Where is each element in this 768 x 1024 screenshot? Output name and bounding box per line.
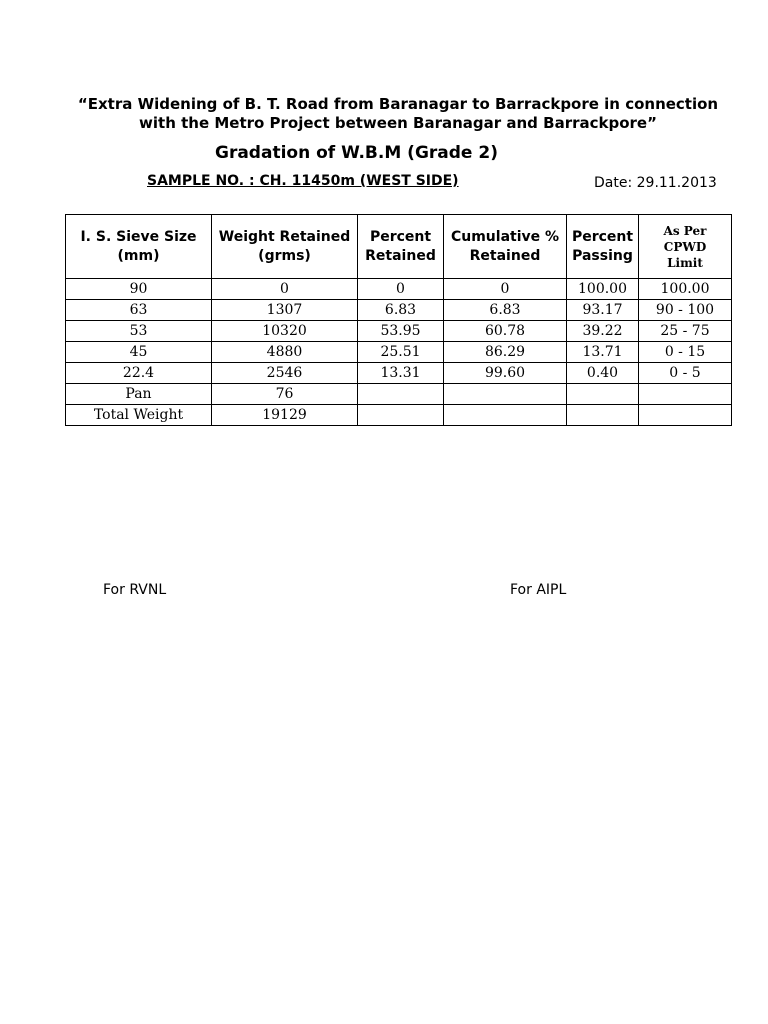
cell-sieve-size: 63	[66, 300, 212, 321]
header-percent-retained-line1: Percent	[369, 228, 432, 245]
table-row	[66, 321, 732, 342]
cell-percent-retained: 6.83	[358, 300, 444, 321]
header-weight-retained-line2: (grms)	[258, 247, 311, 264]
cell-cpwd-limit: 100.00	[639, 279, 732, 300]
title-line-2: with the Metro Project between Baranagar and Barrackpore”	[139, 114, 657, 132]
cell-weight-retained: 0	[212, 279, 358, 300]
document-date: Date: 29.11.2013	[594, 175, 717, 191]
header-weight-retained-line1: Weight Retained	[218, 228, 351, 245]
header-cpwd-limit-line1: As Per	[663, 223, 707, 238]
document-subtitle: Gradation of W.B.M (Grade 2)	[215, 143, 498, 163]
header-percent-retained-line2: Retained	[365, 247, 436, 264]
cell-sieve-size: Total Weight	[66, 405, 212, 426]
table-row	[66, 384, 732, 405]
cell-weight-retained: 19129	[212, 405, 358, 426]
cell-percent-passing: 39.22	[567, 321, 639, 342]
cell-weight-retained: 2546	[212, 363, 358, 384]
cell-cpwd-limit	[639, 384, 732, 405]
cell-cpwd-limit	[639, 405, 732, 426]
cell-cumulative-retained: 99.60	[444, 363, 567, 384]
header-cpwd-limit-line2: CPWD	[663, 239, 707, 254]
sample-number: SAMPLE NO. : CH. 11450m (WEST SIDE)	[147, 173, 459, 189]
cell-percent-passing: 93.17	[567, 300, 639, 321]
cell-percent-retained: 0	[358, 279, 444, 300]
header-sieve-size-line2: (mm)	[117, 247, 160, 264]
cell-cpwd-limit: 25 - 75	[639, 321, 732, 342]
cell-weight-retained: 76	[212, 384, 358, 405]
header-percent-retained	[358, 215, 444, 279]
cell-cumulative-retained	[444, 384, 567, 405]
table-row	[66, 363, 732, 384]
header-cpwd-limit-line3: Limit	[667, 255, 703, 270]
cell-percent-retained: 25.51	[358, 342, 444, 363]
table-row	[66, 300, 732, 321]
cell-sieve-size: 22.4	[66, 363, 212, 384]
cell-sieve-size: 45	[66, 342, 212, 363]
table-header-row	[66, 215, 732, 279]
cell-percent-retained: 53.95	[358, 321, 444, 342]
header-percent-passing-line2: Passing	[572, 247, 633, 264]
cell-cumulative-retained: 60.78	[444, 321, 567, 342]
cell-sieve-size: 53	[66, 321, 212, 342]
cell-percent-retained	[358, 405, 444, 426]
cell-sieve-size: Pan	[66, 384, 212, 405]
cell-percent-passing	[567, 405, 639, 426]
cell-percent-retained: 13.31	[358, 363, 444, 384]
cell-cpwd-limit: 0 - 5	[639, 363, 732, 384]
header-cpwd-limit	[639, 215, 732, 279]
cell-percent-passing: 13.71	[567, 342, 639, 363]
cell-cpwd-limit: 0 - 15	[639, 342, 732, 363]
header-sieve-size-line1: I. S. Sieve Size	[80, 228, 197, 245]
cell-cumulative-retained: 86.29	[444, 342, 567, 363]
cell-percent-passing: 0.40	[567, 363, 639, 384]
header-cumulative-retained	[444, 215, 567, 279]
cell-cpwd-limit: 90 - 100	[639, 300, 732, 321]
gradation-table	[65, 214, 732, 426]
table-row	[66, 342, 732, 363]
cell-cumulative-retained: 0	[444, 279, 567, 300]
cell-percent-retained	[358, 384, 444, 405]
cell-percent-passing	[567, 384, 639, 405]
signature-rvnl: For RVNL	[103, 582, 167, 598]
title-line-1: “Extra Widening of B. T. Road from Baranagar to Barrackpore in connection	[77, 95, 719, 113]
header-weight-retained	[212, 215, 358, 279]
header-percent-passing	[567, 215, 639, 279]
cell-weight-retained: 1307	[212, 300, 358, 321]
cell-percent-passing: 100.00	[567, 279, 639, 300]
cell-weight-retained: 4880	[212, 342, 358, 363]
header-cumulative-retained-line1: Cumulative %	[450, 228, 560, 245]
header-cumulative-retained-line2: Retained	[469, 247, 541, 264]
cell-cumulative-retained: 6.83	[444, 300, 567, 321]
cell-cumulative-retained	[444, 405, 567, 426]
signature-aipl: For AIPL	[510, 582, 567, 598]
header-sieve-size	[66, 215, 212, 279]
table-row	[66, 405, 732, 426]
cell-weight-retained: 10320	[212, 321, 358, 342]
cell-sieve-size: 90	[66, 279, 212, 300]
header-percent-passing-line1: Percent	[571, 228, 634, 245]
table-row	[66, 279, 732, 300]
